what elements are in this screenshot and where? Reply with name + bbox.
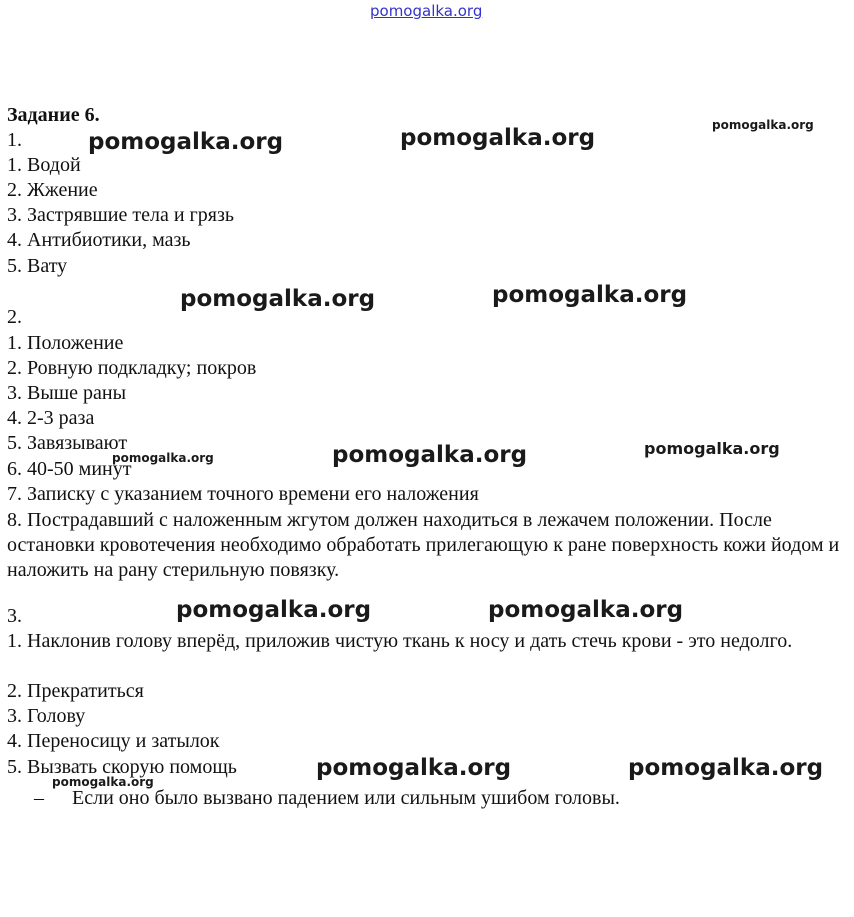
section-2-item: 6. 40-50 минут [7, 458, 132, 480]
watermark: pomogalka.org [488, 597, 684, 623]
section-2-item: 7. Записку с указанием точного времени его наложения [7, 483, 479, 505]
section-2-number: 2. [7, 306, 22, 328]
section-2-item: 5. Завязывают [7, 432, 128, 454]
section-3-item: 4. Переносицу и затылок [7, 730, 220, 752]
dash-marker: – [34, 787, 44, 809]
section-1-item: 1. Водой [7, 154, 81, 176]
watermark: pomogalka.org [176, 597, 372, 623]
section-2-item: 4. 2-3 раза [7, 407, 95, 429]
watermark: pomogalka.org [52, 775, 154, 789]
watermark: pomogalka.org [112, 451, 214, 465]
task-title: Задание 6. [7, 104, 100, 126]
site-link[interactable]: pomogalka.org [370, 2, 483, 20]
watermark: pomogalka.org [644, 439, 780, 458]
section-3-item: 2. Прекратиться [7, 680, 144, 702]
watermark: pomogalka.org [712, 118, 814, 132]
section-2-item: 2. Ровную подкладку; покров [7, 357, 257, 379]
section-1-item: 4. Антибиотики, мазь [7, 229, 191, 251]
watermark: pomogalka.org [88, 129, 284, 155]
watermark: pomogalka.org [332, 442, 528, 468]
section-3-item-1: 1. Наклонив голову вперёд, приложив чистую ткань к носу и дать стечь крови - это недолго. [7, 630, 793, 652]
section-3-item: 5. Вызвать скорую помощь [7, 756, 237, 778]
dash-text: Если оно было вызвано падением или сильным ушибом головы. [72, 787, 620, 809]
section-3-number: 3. [7, 605, 22, 627]
section-2-item-8: 8. Пострадавший с наложенным жгутом должен находиться в лежачем положении. После остановки кровотечения необходимо обработать прилегающую к ране поверхность кожи йодом и наложить на рану стерильную повязку. [7, 509, 840, 581]
section-1-number: 1. [7, 129, 22, 151]
watermark: pomogalka.org [400, 125, 596, 151]
watermark: pomogalka.org [628, 755, 824, 781]
section-1-item: 5. Вату [7, 255, 68, 277]
section-2-item: 1. Положение [7, 332, 124, 354]
section-1-item: 3. Застрявшие тела и грязь [7, 204, 234, 226]
dash-list-item [34, 786, 620, 811]
section-1-item: 2. Жжение [7, 179, 98, 201]
watermark: pomogalka.org [316, 755, 512, 781]
section-2-item: 3. Выше раны [7, 382, 127, 404]
section-3-item: 3. Голову [7, 705, 86, 727]
watermark: pomogalka.org [492, 282, 688, 308]
watermark: pomogalka.org [180, 286, 376, 312]
